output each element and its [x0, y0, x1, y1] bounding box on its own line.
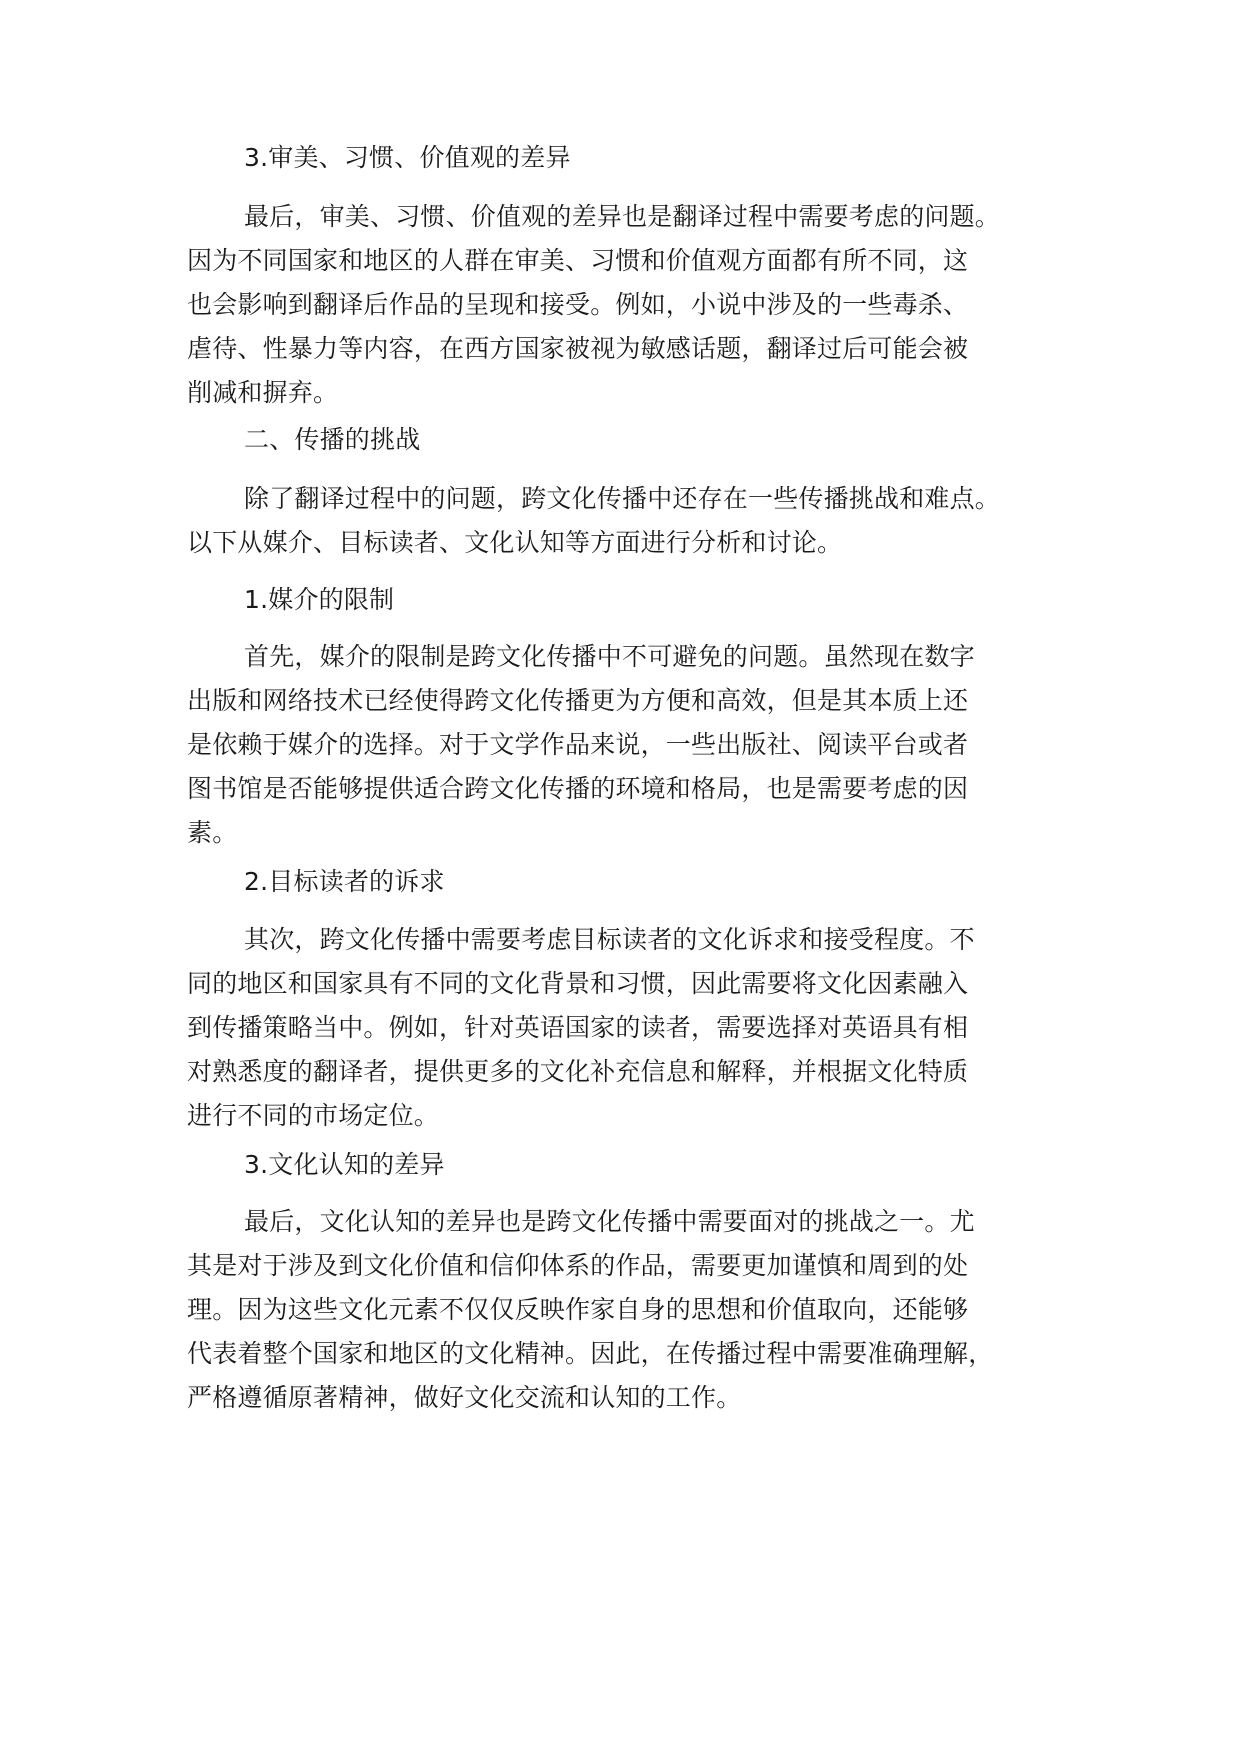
heading-text: 3.审美、习惯、价值观的差异 — [244, 143, 571, 172]
paragraph-line: 因为不同国家和地区的人群在审美、习惯和价值观方面都有所不同，这 — [187, 246, 969, 275]
heading-text: 3.文化认知的差异 — [244, 1150, 445, 1179]
paragraph-line: 是依赖于媒介的选择。对于文学作品来说，一些出版社、阅读平台或者 — [187, 730, 969, 759]
paragraph-line: 到传播策略当中。例如，针对英语国家的读者，需要选择对英语具有相 — [187, 1013, 969, 1042]
paragraph-line: 严格遵循原著精神，做好文化交流和认知的工作。 — [187, 1383, 742, 1412]
section-heading-cognition — [187, 1143, 445, 1187]
paragraph-line: 以下从媒介、目标读者、文化认知等方面进行分析和讨论。 — [187, 528, 843, 557]
paragraph-line: 除了翻译过程中的问题，跨文化传播中还存在一些传播挑战和难点。 — [244, 484, 1001, 513]
paragraph-dissemination — [187, 477, 1000, 565]
paragraph-line: 虐待、性暴力等内容，在西方国家被视为敏感话题，翻译过后可能会被 — [187, 334, 969, 363]
paragraph-line: 素。 — [187, 818, 238, 847]
heading-text: 1.媒介的限制 — [244, 585, 395, 614]
paragraph-line: 其次，跨文化传播中需要考虑目标读者的文化诉求和接受程度。不 — [244, 925, 975, 954]
paragraph-line: 也会影响到翻译后作品的呈现和接受。例如，小说中涉及的一些毒杀、 — [187, 290, 969, 319]
paragraph-line: 最后，审美、习惯、价值观的差异也是翻译过程中需要考虑的问题。 — [244, 202, 1001, 231]
paragraph-line: 对熟悉度的翻译者，提供更多的文化补充信息和解释，并根据文化特质 — [187, 1057, 969, 1086]
paragraph-line: 同的地区和国家具有不同的文化背景和习惯，因此需要将文化因素融入 — [187, 969, 969, 998]
paragraph-line: 削减和摒弃。 — [187, 378, 339, 407]
paragraph-line: 理。因为这些文化元素不仅仅反映作家自身的思想和价值取向，还能够 — [187, 1295, 969, 1324]
paragraph-line: 进行不同的市场定位。 — [187, 1101, 440, 1130]
paragraph-aesthetics — [187, 195, 1000, 415]
paragraph-line: 出版和网络技术已经使得跨文化传播更为方便和高效，但是其本质上还 — [187, 686, 969, 715]
paragraph-line: 最后，文化认知的差异也是跨文化传播中需要面对的挑战之一。尤 — [244, 1207, 975, 1236]
section-heading-aesthetics — [187, 136, 571, 180]
paragraph-readers — [187, 918, 975, 1138]
paragraph-line: 其是对于涉及到文化价值和信仰体系的作品，需要更加谨慎和周到的处 — [187, 1251, 969, 1280]
heading-text: 二、传播的挑战 — [244, 425, 421, 454]
paragraph-media — [187, 635, 975, 855]
paragraph-line: 首先，媒介的限制是跨文化传播中不可避免的问题。虽然现在数字 — [244, 642, 975, 671]
paragraph-line: 图书馆是否能够提供适合跨文化传播的环境和格局，也是需要考虑的因 — [187, 774, 969, 803]
section-heading-media — [187, 578, 394, 622]
section-heading-readers — [187, 860, 445, 904]
section-heading-dissemination — [187, 418, 420, 462]
heading-text: 2.目标读者的诉求 — [244, 867, 445, 896]
paragraph-cognition — [187, 1200, 993, 1420]
paragraph-line: 代表着整个国家和地区的文化精神。因此，在传播过程中需要准确理解， — [187, 1339, 994, 1368]
